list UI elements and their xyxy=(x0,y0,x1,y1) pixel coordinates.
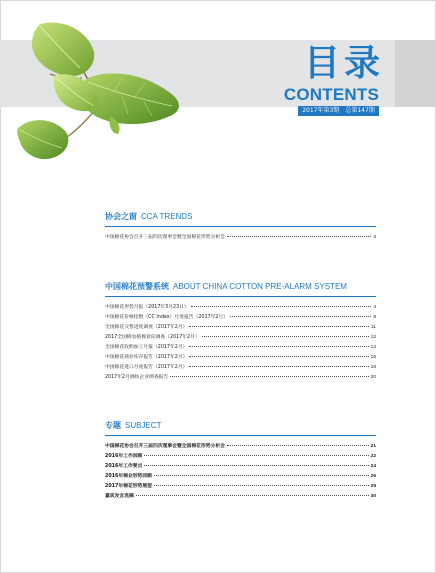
toc-leader-dots xyxy=(227,445,369,446)
toc-entry-title: 中国棉花进口月度报告（2017年2月） xyxy=(105,365,188,370)
section-heading xyxy=(105,211,376,223)
toc-entry[interactable] xyxy=(105,233,376,243)
toc-entry-title: 2016年棉业形势回顾 xyxy=(105,474,152,479)
toc-leader-dots xyxy=(144,465,368,466)
toc-leader-dots xyxy=(191,306,372,307)
toc-entry[interactable] xyxy=(105,313,376,323)
toc-leader-dots xyxy=(154,485,369,486)
section-heading xyxy=(105,281,376,293)
toc-entry-title: 2016年工作要点 xyxy=(105,464,143,469)
toc-list xyxy=(105,303,376,383)
section-title-en: ABOUT CHINA COTTON PRE-ALARM SYSTEM xyxy=(173,282,347,291)
section-heading xyxy=(105,420,376,432)
section-subject xyxy=(105,420,376,502)
toc-entry[interactable] xyxy=(105,363,376,373)
toc-entry-page: 3 xyxy=(373,235,376,240)
section-cca-trends xyxy=(105,211,376,243)
toc-entry-title: 中国棉花形势月报（2017年3月23日） xyxy=(105,305,189,310)
toc-leader-dots xyxy=(230,316,371,317)
toc-entry[interactable] xyxy=(105,303,376,313)
toc-entry[interactable] xyxy=(105,452,376,462)
toc-entry-title: 中国棉花价格指数（CC Index）月度报告（2017年2月） xyxy=(105,315,229,320)
toc-entry-title: 2016年工作回顾 xyxy=(105,454,143,459)
toc-entry[interactable] xyxy=(105,442,376,452)
toc-entry-title: 2017年棉花形势展望 xyxy=(105,484,152,489)
toc-entry-page: 8 xyxy=(373,315,376,320)
page-title-cn: 目录 xyxy=(303,43,384,84)
total-issue-number: 总第147期 xyxy=(345,107,375,114)
toc-entry-title: 2017全国棉农植棉意向调查（2017年2月） xyxy=(105,335,200,340)
header-band-accent xyxy=(395,40,436,107)
section-pre-alarm-system xyxy=(105,281,376,383)
section-title-en: SUBJECT xyxy=(125,421,162,430)
toc-entry-page: 20 xyxy=(370,375,376,380)
toc-entry[interactable] xyxy=(105,373,376,383)
toc-leader-dots xyxy=(202,336,369,337)
issue-info-bar xyxy=(298,106,379,116)
toc-entry-page: 22 xyxy=(370,454,376,459)
toc-entry-title: 中国棉花协会召开三届四次理事会暨全国棉花形势分析会 xyxy=(105,444,225,449)
section-title-cn: 中国棉花预警系统 xyxy=(105,282,169,291)
toc-entry-page: 11 xyxy=(371,325,376,330)
toc-leader-dots xyxy=(189,366,368,367)
toc-entry[interactable] xyxy=(105,492,376,502)
toc-entry-title: 全国棉花交售进度调查（2017年2月） xyxy=(105,325,188,330)
toc-leader-dots xyxy=(189,346,368,347)
toc-entry-page: 29 xyxy=(370,484,376,489)
toc-entry[interactable] xyxy=(105,482,376,492)
toc-leader-dots xyxy=(189,356,368,357)
toc-leader-dots xyxy=(189,326,369,327)
toc-entry-page: 26 xyxy=(370,474,376,479)
toc-entry-page: 4 xyxy=(373,305,376,310)
toc-entry-page: 16 xyxy=(370,355,376,360)
toc-entry-page: 12 xyxy=(370,335,376,340)
toc-entry-page: 30 xyxy=(370,494,376,499)
toc-entry-title: 中国棉花商业库存报告（2017年2月） xyxy=(105,355,188,360)
toc-entry-page: 18 xyxy=(370,365,376,370)
toc-entry-page: 24 xyxy=(370,464,376,469)
section-divider xyxy=(105,226,376,227)
section-title-en: CCA TRENDS xyxy=(141,212,193,221)
toc-entry[interactable] xyxy=(105,462,376,472)
section-divider xyxy=(105,435,376,436)
toc-entry-title: 中国棉花协会召开三届四次理事会暨全国棉花形势分析会 xyxy=(105,235,225,240)
toc-entry[interactable] xyxy=(105,353,376,363)
toc-entry[interactable] xyxy=(105,343,376,353)
section-title-cn: 专题 xyxy=(105,421,121,430)
toc-list xyxy=(105,233,376,243)
toc-entry-page: 14 xyxy=(370,345,376,350)
issue-number: 2017年第3期 xyxy=(302,107,340,114)
toc-leader-dots xyxy=(170,376,368,377)
toc-entry-title: 嘉宾发言选摘 xyxy=(105,494,134,499)
toc-leader-dots xyxy=(227,236,371,237)
toc-leader-dots xyxy=(136,495,369,496)
toc-list xyxy=(105,442,376,502)
page-title-en: CONTENTS xyxy=(283,85,379,104)
cotton-leaves-illustration xyxy=(10,16,190,168)
section-divider xyxy=(105,296,376,297)
toc-leader-dots xyxy=(154,475,369,476)
toc-entry[interactable] xyxy=(105,333,376,343)
section-title-cn: 协会之窗 xyxy=(105,212,137,221)
toc-entry-page: 21 xyxy=(370,444,376,449)
toc-leader-dots xyxy=(144,455,368,456)
toc-entry[interactable] xyxy=(105,323,376,333)
toc-entry-title: 2017年2月棉纺企业调查报告 xyxy=(105,375,169,380)
toc-entry[interactable] xyxy=(105,472,376,482)
toc-entry-title: 全国棉花收购加工月报（2017年2月） xyxy=(105,345,188,350)
